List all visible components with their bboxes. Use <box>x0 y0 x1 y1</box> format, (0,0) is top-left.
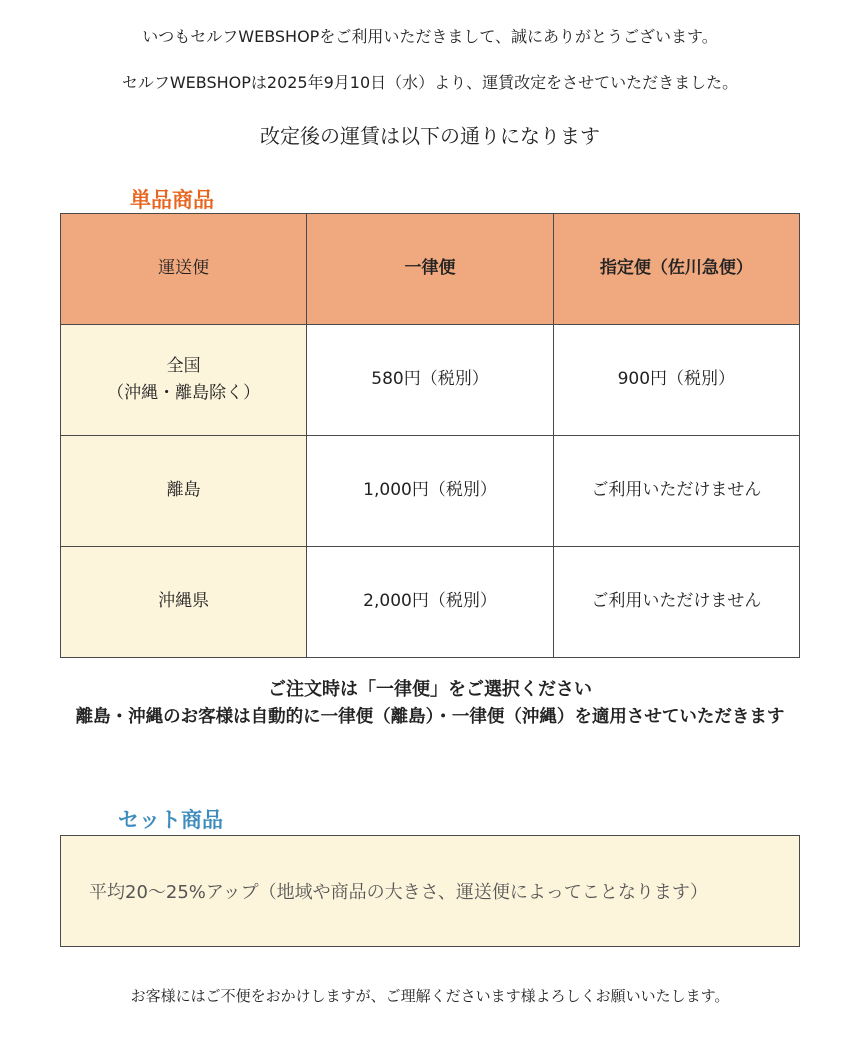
flat-rate-cell: 580円（税別） <box>307 325 553 436</box>
region-cell <box>61 325 307 436</box>
order-notice: ご注文時は「一律便」をご選択ください <box>268 679 592 700</box>
closing-message: お客様にはご不便をおかけしますが、ご理解くださいます様よろしくお願いいたします。 <box>130 987 730 1005</box>
set-product-box <box>60 835 800 947</box>
header-designated: 指定便（佐川急便） <box>553 214 799 325</box>
header-shipping-method: 運送便 <box>61 214 307 325</box>
table-header-row <box>61 214 800 325</box>
flat-rate-cell: 2,000円（税別） <box>307 547 553 658</box>
table-row <box>61 436 800 547</box>
single-product-title: 単品商品 <box>130 188 214 212</box>
region-cell: 沖縄県 <box>61 547 307 658</box>
region-note: （沖縄・離島除く） <box>107 383 261 403</box>
intro-line-1: いつもセルフWEBSHOPをご利用いただきまして、誠にありがとうございます。 <box>142 27 718 46</box>
designated-cell: ご利用いただけません <box>553 436 799 547</box>
table-row <box>61 547 800 658</box>
shipping-rate-table <box>60 213 800 658</box>
designated-cell: ご利用いただけません <box>553 547 799 658</box>
designated-cell: 900円（税別） <box>553 325 799 436</box>
intro-line-2: セルフWEBSHOPは2025年9月10日（水）より、運賃改定をさせていただきました。 <box>121 73 739 92</box>
island-okinawa-notice: 離島・沖縄のお客様は自動的に一律便（離島）・一律便（沖縄）を適用させていただきます <box>75 707 785 727</box>
set-product-title: セット商品 <box>118 808 223 832</box>
header-flat-rate: 一律便 <box>307 214 553 325</box>
flat-rate-cell: 1,000円（税別） <box>307 436 553 547</box>
set-product-text: 平均20〜25%アップ（地域や商品の大きさ、運送便によってことなります） <box>89 882 708 903</box>
intro-line-3: 改定後の運賃は以下の通りになります <box>260 124 600 148</box>
table-row <box>61 325 800 436</box>
region-label: 全国 <box>166 355 201 376</box>
region-cell: 離島 <box>61 436 307 547</box>
